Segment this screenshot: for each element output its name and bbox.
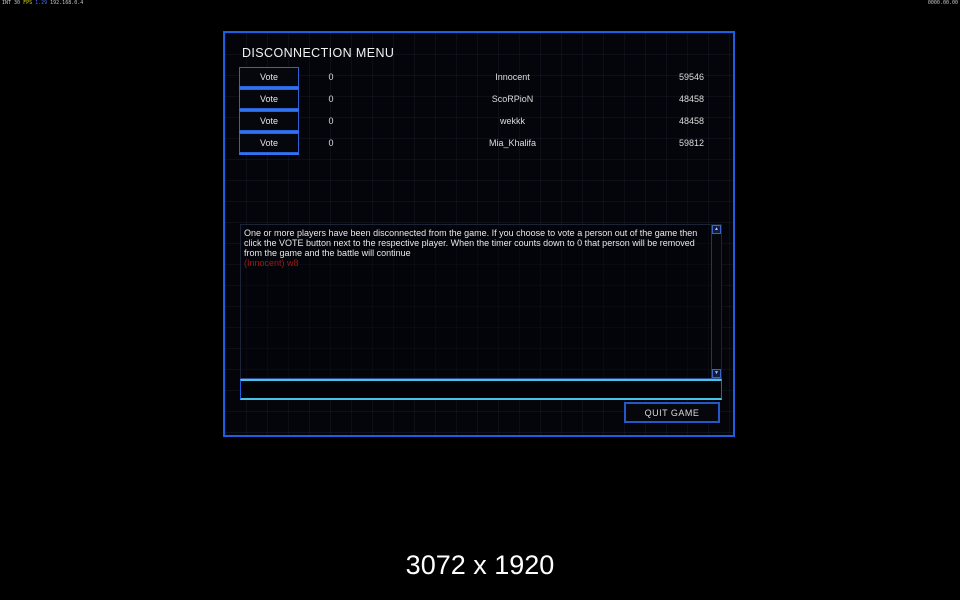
vote-button[interactable]: Vote <box>239 111 299 131</box>
debug-segment: FPS <box>23 0 33 6</box>
vote-count: 0 <box>328 94 334 104</box>
vote-count: 0 <box>328 72 334 82</box>
scroll-down-icon[interactable]: ▼ <box>712 369 721 378</box>
player-score: 48458 <box>678 94 704 104</box>
vote-button[interactable]: Vote <box>239 89 299 109</box>
debug-hud-left <box>2 1 83 6</box>
debug-hud-right: 0000.00.00 <box>927 0 958 6</box>
message-log-box <box>240 224 722 379</box>
vote-button[interactable]: Vote <box>239 67 299 87</box>
player-score: 59812 <box>678 138 704 148</box>
quit-game-button[interactable]: QUIT GAME <box>624 402 720 423</box>
player-name: ScoRPioN <box>491 94 534 104</box>
player-row <box>225 89 733 109</box>
vote-count: 0 <box>328 138 334 148</box>
player-vote-list <box>225 67 733 155</box>
chat-message: (Innocent) w8 <box>244 258 299 268</box>
player-row <box>225 67 733 87</box>
vote-button[interactable]: Vote <box>239 133 299 153</box>
player-name: Mia_Khalifa <box>488 138 537 148</box>
debug-segment: 192.168.0.4 <box>50 0 84 6</box>
debug-segment: 30 <box>14 0 21 6</box>
disconnect-info-text <box>244 228 708 268</box>
debug-segment: 1.29 <box>35 0 48 6</box>
page-title: DISCONNECTION MENU <box>242 46 395 60</box>
message-scrollbar[interactable] <box>711 225 721 378</box>
player-score: 48458 <box>678 116 704 126</box>
player-row <box>225 133 733 153</box>
scroll-up-icon[interactable]: ▲ <box>712 225 721 234</box>
player-score: 59546 <box>678 72 704 82</box>
player-row <box>225 111 733 131</box>
player-name: Innocent <box>495 72 530 82</box>
chat-input[interactable] <box>240 379 722 400</box>
disconnection-menu-panel <box>223 31 735 437</box>
info-line: One or more players have been disconnected from the game. If you choose to vote a person out of the game then click the VOTE button next to the respective player. When the timer counts down to 0 that person will be removed from the game and the battle will continue <box>244 228 698 258</box>
vote-count: 0 <box>328 116 334 126</box>
player-name: wekkk <box>499 116 525 126</box>
debug-segment: INT <box>2 0 12 6</box>
resolution-caption: 3072 x 1920 <box>405 550 555 580</box>
